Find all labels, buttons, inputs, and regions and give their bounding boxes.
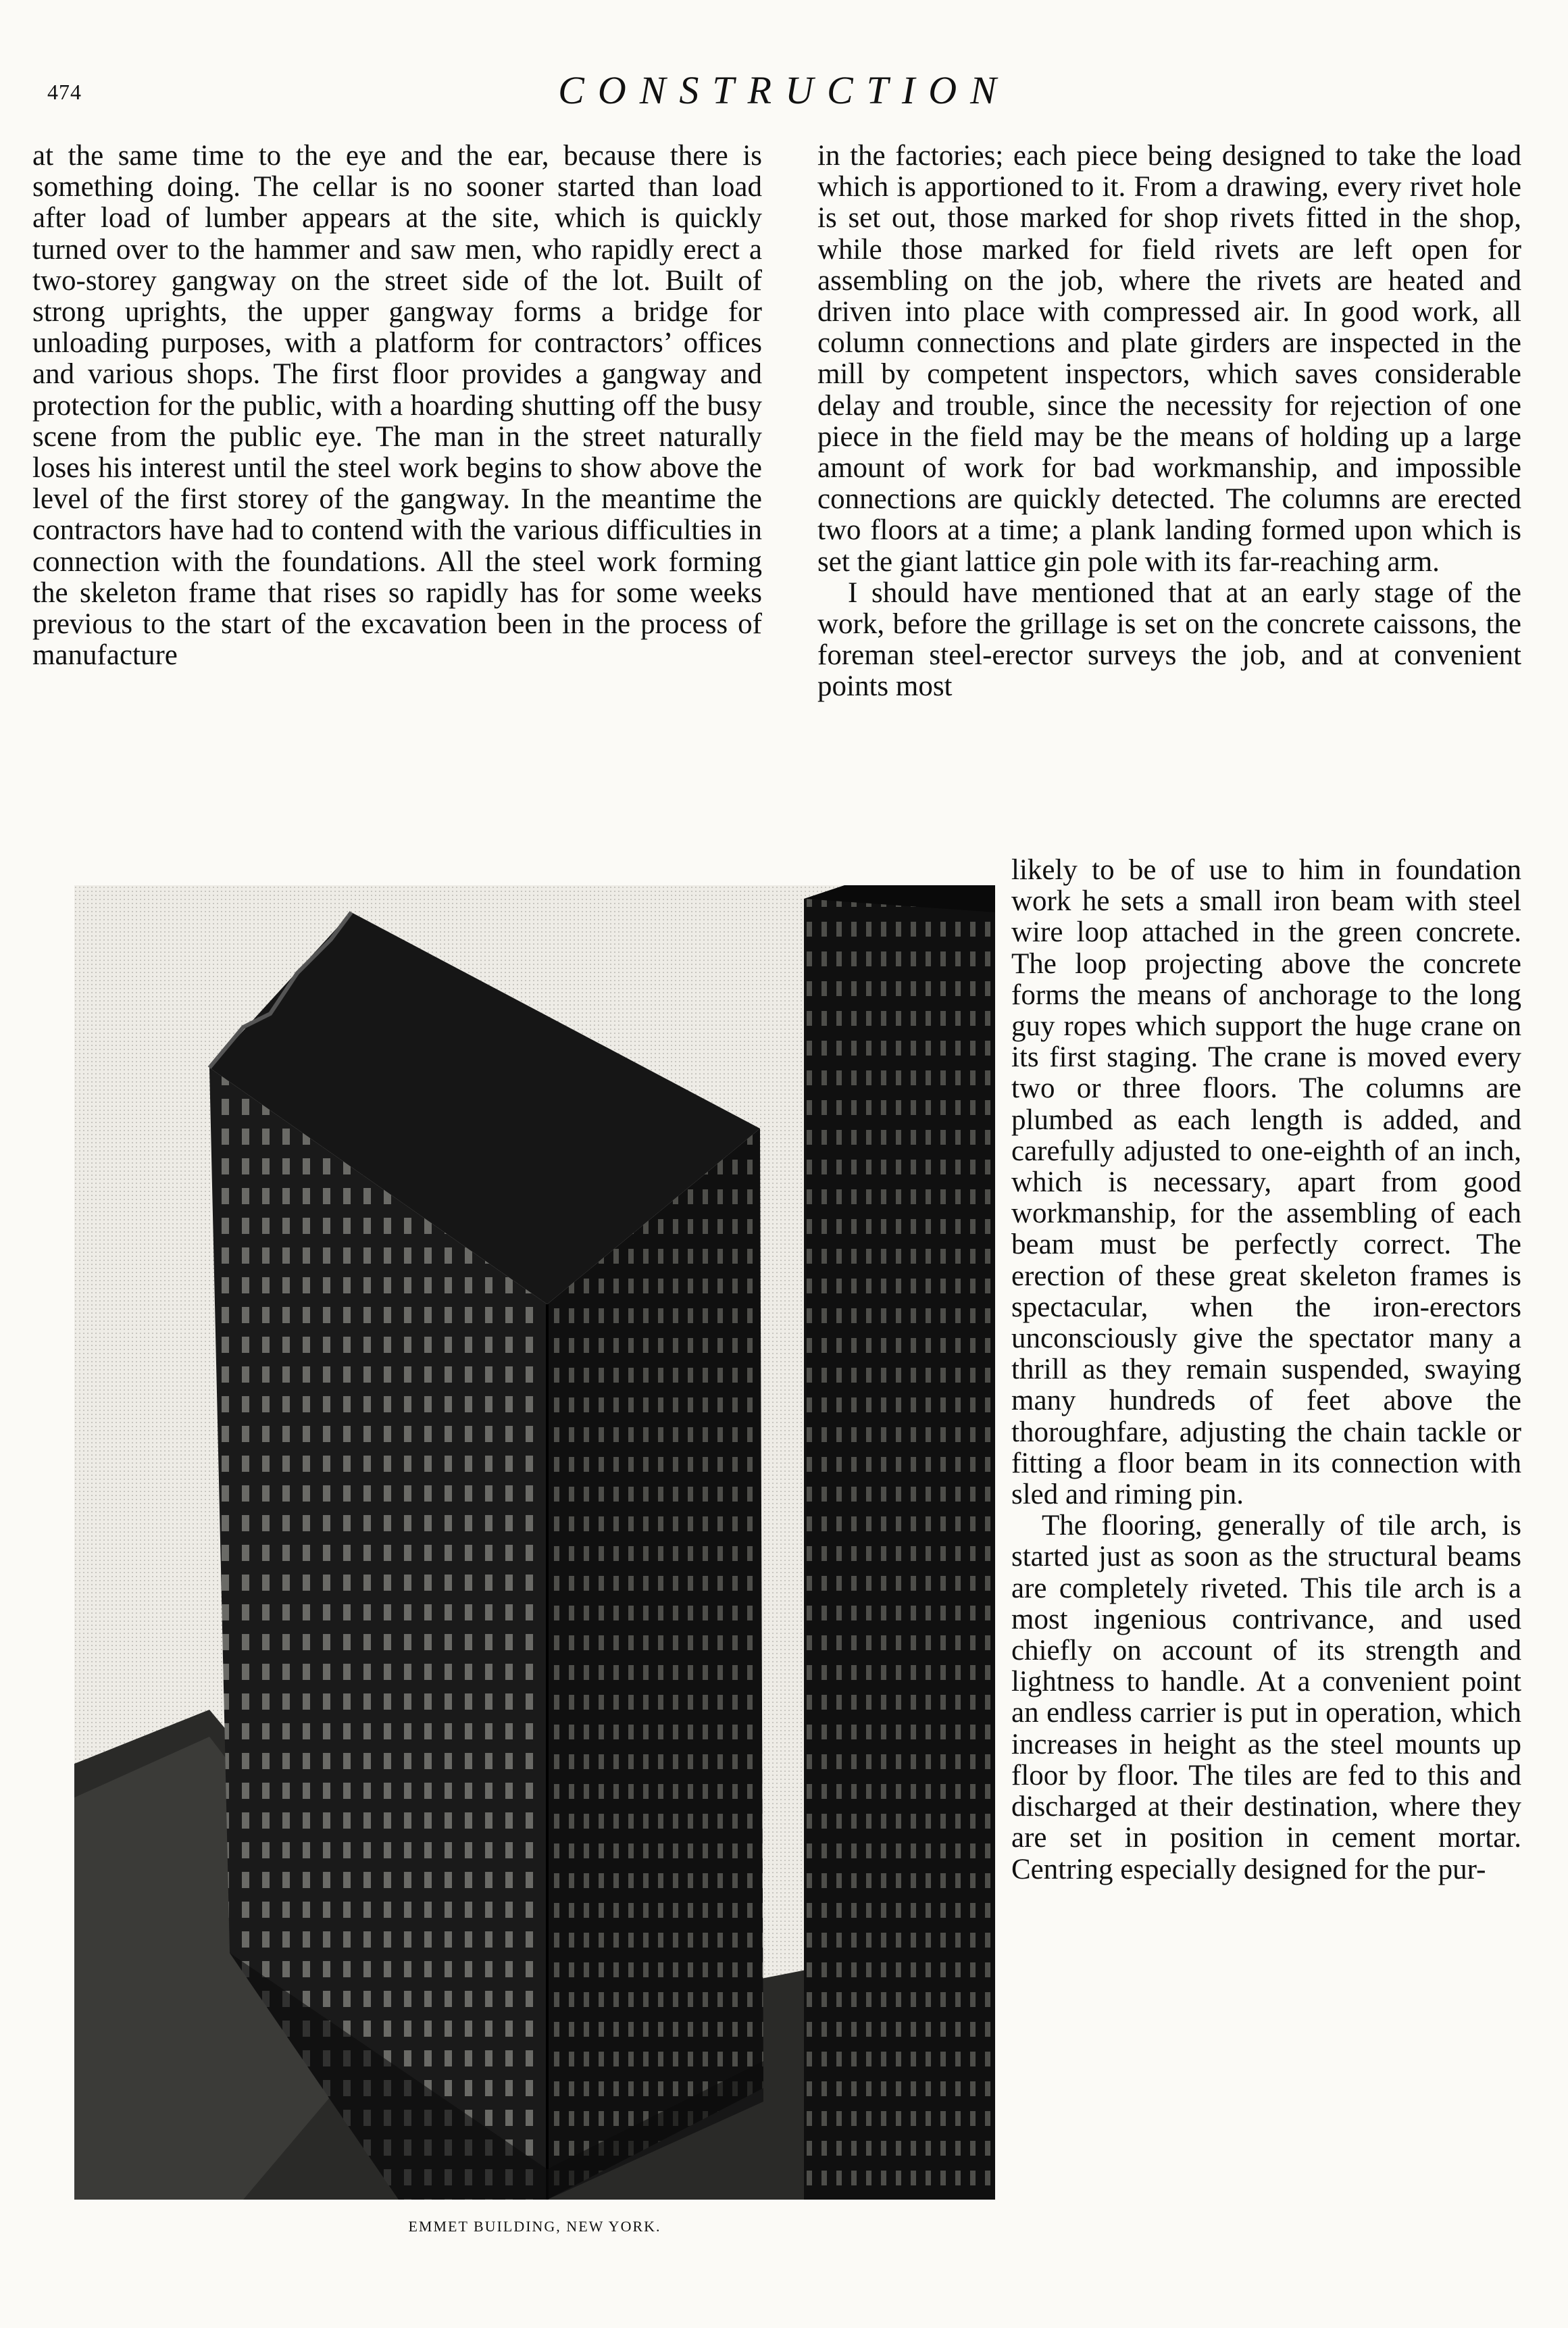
right-paragraph-2-start: I should have mentioned that at an early stage of the work, before the grillage is set on the concrete caissons, the foreman steel-erector surveys the job, and at convenient points most — [817, 576, 1521, 703]
left-paragraph: at the same time to the eye and the ear, because there is something doing. The cellar is no sooner started than load after load of lumber appears at the site, which is quickly turned over to the hammer and saw men, who rapidly erect a two-storey gangway on the street side of the lot. Built of strong uprights, the upper gangway forms a bridge for unloading purposes, with a platform for contractors’ offices and various shops. The first floor provides a gangway and protection for the public, with a hoarding shutting off the busy scene from the public eye. The man in the street naturally loses his interest until the steel work begins to show above the level of the first storey of the gangway. In the meantime the contractors have had to contend with the various difficulties in connection with the foundations. All the steel work forming the skeleton frame that rises so rapidly has for some weeks previous to the start of the excavation been in the process of manufacture — [32, 140, 762, 672]
left-column — [32, 141, 762, 671]
figure-caption: EMMET BUILDING, NEW YORK. — [408, 2218, 661, 2235]
right-paragraph-2-rest: likely to be of use to him in foundation work he sets a small iron beam with steel wire loop attached in the green concrete. The loop projecting above the concrete forms the means of anchorage to the long guy ropes which support the huge crane on its first staging. The crane is moved every two or three floors. The columns are plumbed as each length is added, and carefully adjusted to one-eighth of an inch, which is necessary, apart from good workmanship, for the assembling of each beam must be perfectly correct. The erection of these great skeleton frames is spectacular, when the iron-erectors unconsciously give the spectator many a thrill as they remain suspended, swaying many hundreds of feet above the thoroughfare, adjusting the chain tackle or fitting a floor beam in its connection with sled and riming pin. — [1011, 854, 1521, 1511]
right-paragraph-1: in the factories; each piece being designed to take the load which is apportioned to it. From a drawing, every rivet hole is set out, those marked for shop rivets fitted in the shop, while those marked for field rivets are left open for assembling on the job, where the rivets are heated and driven into place with compressed air. In good work, all column connections and plate girders are inspected in the mill by competent inspectors, which saves considerable delay and trouble, since the necessity for rejection of one piece in the field may be the means of holding up a large amount of work for bad workmanship, and impossible connections are quickly detected. The columns are erected two floors at a time; a plank landing formed upon which is set the giant lattice gin pole with its far-reaching arm. — [817, 140, 1521, 578]
running-title: CONSTRUCTION — [558, 68, 1010, 112]
page-number: 474 — [47, 80, 82, 104]
right-column-top — [817, 141, 1521, 703]
building-photo-icon — [74, 885, 995, 2200]
right-column-narrow — [1011, 855, 1521, 1885]
right-paragraph-3: The flooring, generally of tile arch, is started just as soon as the structural beams are completely riveted. This tile arch is a most ingenious contrivance, and used chiefly on account of its strength and lightness to handle. At a convenient point an endless carrier is put in operation, which increases in height as the steel mounts up floor by floor. The tiles are fed to this and discharged at their destination, where they are set in position in cement mortar. Centring especially designed for the pur- — [1011, 1510, 1521, 1885]
